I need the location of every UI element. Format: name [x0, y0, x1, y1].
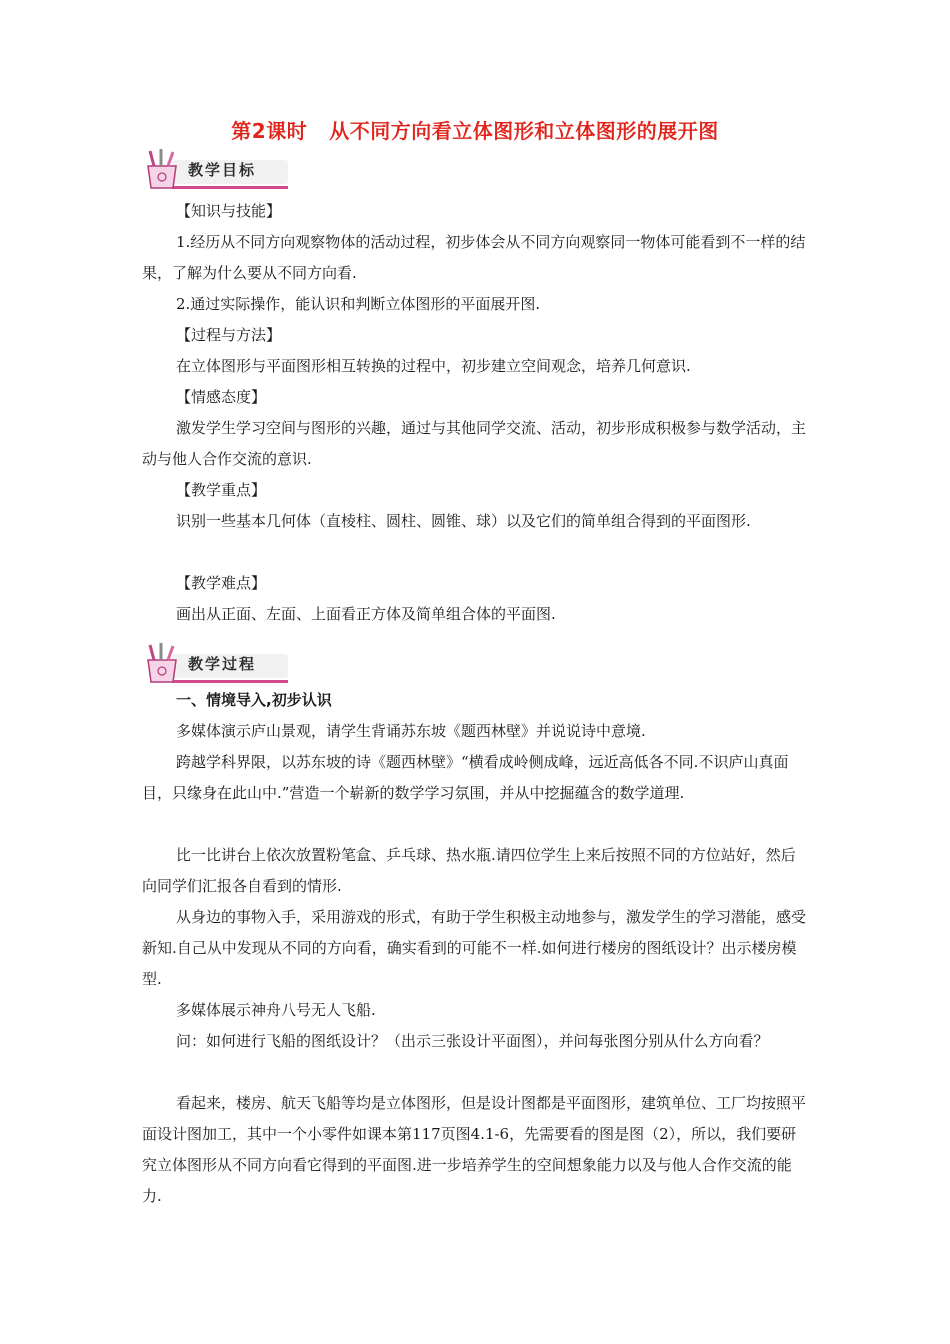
- process-banner-label: 教学过程: [188, 655, 257, 673]
- emotion-heading: 【情感态度】: [176, 388, 267, 406]
- method-heading: 【过程与方法】: [176, 326, 282, 344]
- process-paragraph-7: 看起来，楼房、航天飞船等均是立体图形，但是设计图都是平面图形，建筑单位、工厂均按照平面设计图加工，其中一个小零件如课本第117页图4.1-6，先需要看的图是图（2），所以，我们要研究立体图形从不同方向看它得到的平面图.进一步培养学生的空间想象能力以及与他人合作交流的能力.: [142, 1094, 807, 1205]
- objectives-banner-label: 教学目标: [188, 161, 257, 179]
- knowledge-item-1: 1.经历从不同方向观察物体的活动过程，初步体会从不同方向观察同一物体可能看到不一样的结果，了解为什么要从不同方向看.: [142, 233, 806, 282]
- lesson-topic: 从不同方向看立体图形和立体图形的展开图: [329, 119, 719, 143]
- difficulty-text: 画出从正面、左面、上面看正方体及简单组合体的平面图.: [176, 605, 556, 623]
- lesson-number: 第2课时: [231, 119, 308, 143]
- process-paragraph-6: 问：如何进行飞船的图纸设计？（出示三张设计平面图），并问每张图分别从什么方向看？: [176, 1032, 769, 1050]
- section-1-heading: 一、情境导入,初步认识: [176, 691, 332, 709]
- process-paragraph-5: 多媒体展示神舟八号无人飞船.: [176, 1001, 376, 1019]
- knowledge-item-2: 2.通过实际操作，能认识和判断立体图形的平面展开图.: [176, 295, 541, 313]
- key-point-text: 识别一些基本几何体（直棱柱、圆柱、圆锥、球）以及它们的简单组合得到的平面图形.: [176, 512, 751, 530]
- process-paragraph-4: 从身边的事物入手，采用游戏的形式，有助于学生积极主动地参与，激发学生的学习潜能，感受新知.自己从中发现从不同的方向看，确实看到的可能不一样.如何进行楼房的图纸设计？出示楼房模型.: [142, 908, 807, 988]
- difficulty-heading: 【教学难点】: [176, 574, 267, 592]
- method-text: 在立体图形与平面图形相互转换的过程中，初步建立空间观念，培养几何意识.: [176, 357, 691, 375]
- process-paragraph-2: 跨越学科界限，以苏东坡的诗《题西林壁》“横看成岭侧成峰，远近高低各不同.不识庐山真面目，只缘身在此山中.”营造一个崭新的数学学习氛围，并从中挖掘蕴含的数学道理.: [142, 753, 789, 802]
- process-paragraph-1: 多媒体演示庐山景观，请学生背诵苏东坡《题西林壁》并说说诗中意境.: [176, 722, 646, 740]
- knowledge-heading: 【知识与技能】: [176, 202, 282, 220]
- process-paragraph-3: 比一比讲台上依次放置粉笔盒、乒乓球、热水瓶.请四位学生上来后按照不同的方位站好，然后向同学们汇报各自看到的情形.: [142, 846, 796, 895]
- emotion-text: 激发学生学习空间与图形的兴趣，通过与其他同学交流、活动，初步形成积极参与数学活动，主动与他人合作交流的意识.: [142, 419, 807, 468]
- page-title: [0, 115, 950, 144]
- objectives-banner: [142, 148, 292, 192]
- key-point-heading: 【教学重点】: [176, 481, 267, 499]
- process-banner: [142, 642, 292, 686]
